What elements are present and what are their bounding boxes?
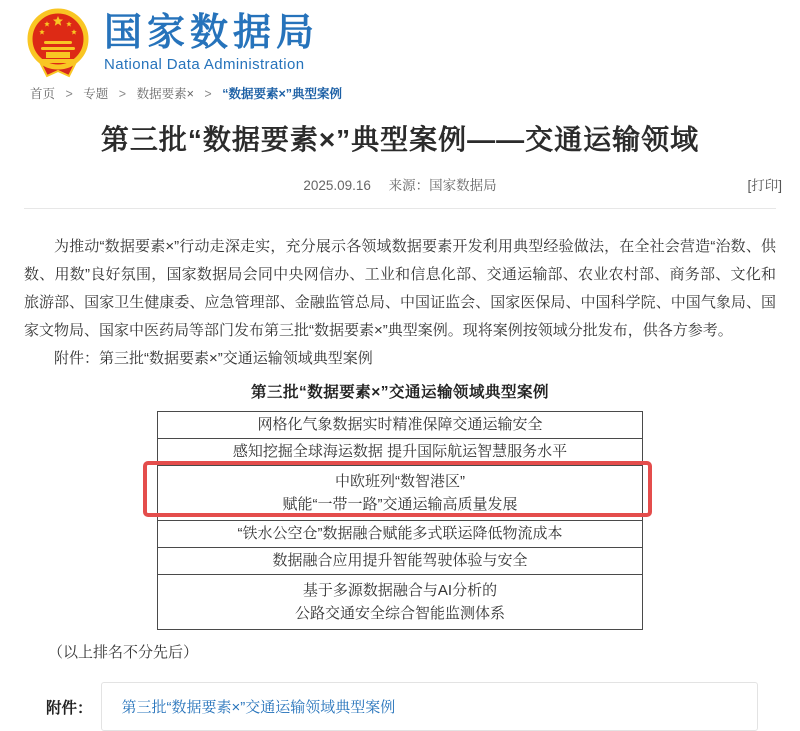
article-meta: [0, 174, 800, 192]
table-row: [158, 575, 642, 629]
attachment-section: [46, 682, 758, 731]
national-emblem-icon: [24, 8, 92, 78]
site-title-block: [104, 8, 319, 73]
breadcrumb-current-typical-cases[interactable]: “数据要素×”典型案例: [222, 87, 342, 101]
case-title: “铁水公空仓”数据融合赋能多式联运降低物流成本: [237, 525, 563, 542]
article-source: 来源：国家数据局: [388, 178, 497, 193]
breadcrumb-topics[interactable]: 专题: [83, 87, 109, 101]
attachment-download-link[interactable]: 第三批“数据要素×”交通运输领域典型案例: [121, 699, 396, 716]
case-title-line: 赋能“一带一路”交通运输高质量发展: [282, 496, 518, 513]
publish-date: 2025.09.16: [303, 178, 371, 193]
attachment-label: 附件：: [46, 699, 93, 717]
cases-table-wrapper: [157, 411, 643, 630]
article-body: [0, 209, 800, 731]
table-row-highlighted: [158, 466, 642, 521]
article-paragraph: 为推动“数据要素×”行动走深走实，充分展示各领域数据要素开发利用典型经验做法，在全社会营造“治数、供数、用数”良好氛围，国家数据局会同中央网信办、工业和信息化部、交通运输部、农业农村部、商务部、文化和旅游部、国家卫生健康委、应急管理部、金融监管总局、中国证监会、国家医保局、中国科学院、中国气象局、国家文物局、国家中医药局等部门发布第三批“数据要素×”典型案例。现将案例按领域分批发布，供各方参考。: [24, 238, 776, 339]
site-title-english: National Data Administration: [104, 56, 305, 73]
cases-table-caption: 第三批“数据要素×”交通运输领域典型案例: [250, 384, 550, 401]
case-title-line: 基于多源数据融合与AI分析的: [302, 582, 498, 599]
table-row: [158, 412, 642, 439]
case-title-line: 公路交通安全综合智能监测体系: [294, 605, 505, 622]
breadcrumb-home[interactable]: 首页: [30, 87, 56, 101]
case-title: 数据融合应用提升智能驾驶体验与安全: [272, 552, 528, 569]
case-title: 网格化气象数据实时精准保障交通运输安全: [257, 416, 543, 433]
breadcrumb-separator: >: [118, 87, 127, 101]
print-button[interactable]: [打印]: [747, 178, 782, 193]
breadcrumb: [30, 84, 800, 102]
site-logo[interactable]: [0, 0, 800, 78]
breadcrumb-separator: >: [204, 87, 212, 101]
case-title-line: 中欧班列“数智港区”: [335, 473, 465, 490]
case-title: 感知挖掘全球海运数据 提升国际航运智慧服务水平: [232, 443, 568, 460]
page-title: 第三批“数据要素×”典型案例——交通运输领域: [100, 124, 700, 155]
attachment-box: [101, 682, 758, 731]
breadcrumb-separator: >: [65, 87, 73, 101]
breadcrumb-data-elements[interactable]: 数据要素×: [136, 87, 194, 101]
ranking-note: （以上排名不分先后）: [48, 644, 199, 661]
attachment-mention-line: 附件：第三批“数据要素×”交通运输领域典型案例: [54, 350, 373, 367]
table-row: [158, 439, 642, 466]
table-row: [158, 521, 642, 548]
table-row: [158, 548, 642, 575]
cases-table: [157, 411, 643, 630]
site-title: 国家数据局: [104, 12, 320, 54]
